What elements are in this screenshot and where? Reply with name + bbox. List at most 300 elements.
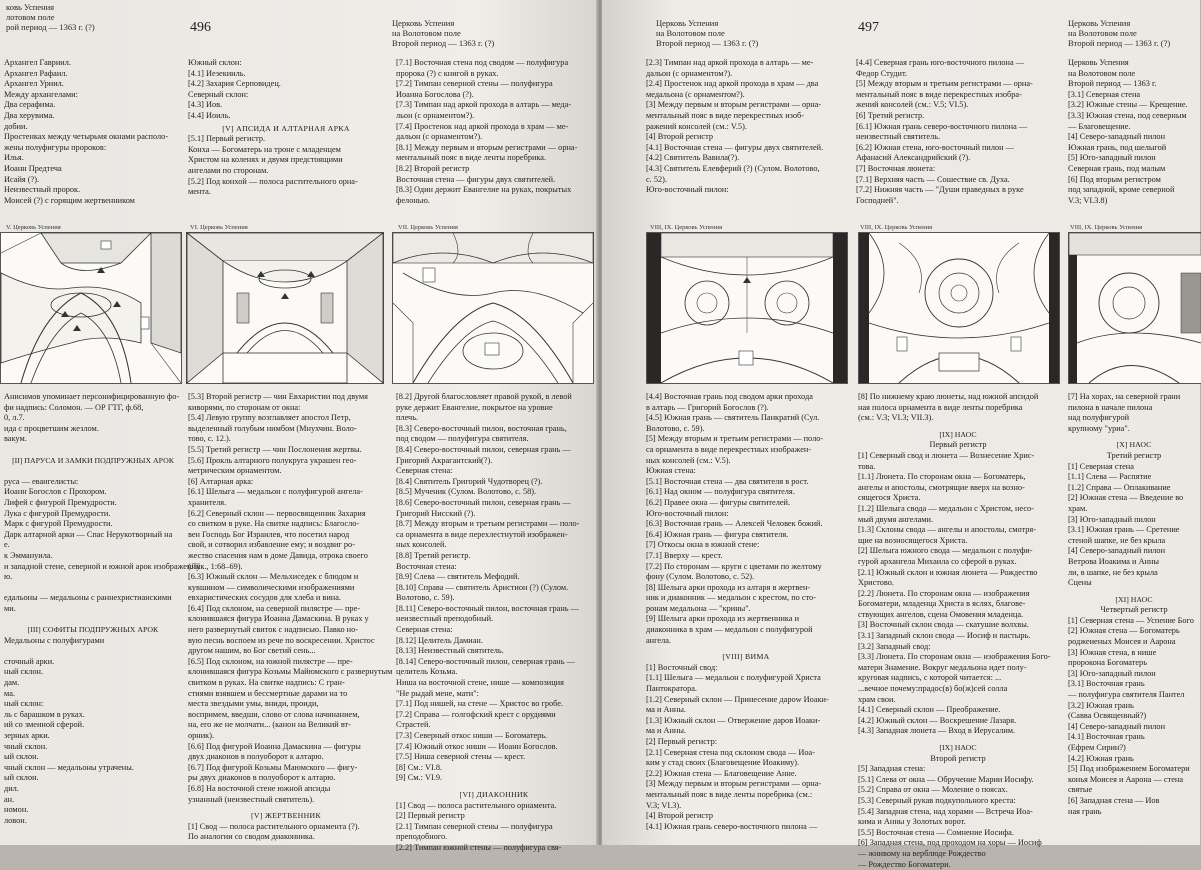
text-line: [4] Северо-западный пилон [1068,132,1166,142]
text-line: [6] Западная стена — Иов [1068,795,1160,805]
text-line: [3.2] Южная грань [1068,700,1134,710]
text-line: [8] Шелыга арки прохода из алтаря в жертвен- [646,582,811,592]
text-line: [5.3] Северный рукав подкупольного креста: [858,795,1016,805]
text-line: [2.3] Тимпан над аркой прохода в алтарь — ме- [646,58,814,67]
text-line: [8.1] Между первым и вторым регистрами — орна- [396,142,578,152]
text-line: [4.1] Южная грань северо-восточного пилона — [646,821,818,831]
text-line: [4.1] Восточная стена — фигуры двух святителей. [646,142,824,152]
text-line: орник). [188,731,215,740]
diagram-v-svg [1,233,181,383]
text-line: [7.3] Северный откос ниши — Богоматерь. [396,731,548,740]
text-line: места звездыми умы, вниди, проиди, [188,699,319,709]
column-1-upper-right [646,58,842,223]
text-line: стиями взявшем и бессмертные дарами на то [188,688,348,698]
text-line: Между архангелами: [4,89,78,99]
text-line: [4.3] Иов. [188,100,223,110]
text-line: [1.2] Северный склон — Принесение дароw Иоаки- [646,694,829,704]
text-line: [3.1] Южная грань — Сретение [1068,525,1180,535]
text-line: [6] Под вторым регистром [1068,174,1161,184]
text-line: [5] Между вторым и третьим регистрами — поло- [646,434,824,444]
text-line: Юго-восточный пилон: [646,508,729,518]
text-line: жений консолей (см.: V.5; VI.5). [856,100,969,110]
text-line: пророкона Богоматерь [1068,658,1147,668]
text-line: Южная грань, под шелыгой [1068,142,1167,152]
diagram-ix-svg [859,233,1059,383]
text-line: Иоанн Богослов с Прохором. [4,487,107,497]
text-line: ый склон. [4,773,39,783]
text-line: [4.1] Северный склон — Преображение. [858,705,1001,715]
text-line: Простенках между четырьмя окнами располо- [4,132,169,142]
text-line: [6.3] Южный склон — Мельхиседек с блюдом и [188,572,359,582]
text-line: фелонью. [396,195,430,205]
text-line: [7] На хорах, на северной грани [1068,392,1181,401]
text-line: ный склон: [4,699,44,709]
text-line: матери Знамение. Вокруг медальона идет полу- [858,662,1027,672]
text-line: ных консолей (см.: V.5). [646,455,731,465]
text-line: ры двух диаконов в полуоборот к алтарю. [188,773,336,783]
text-line: — Благовещение. [1068,121,1131,131]
text-line: Богоматери, младенца Христа в яслях, благове- [858,599,1026,609]
text-line: ким у стад своих (Благовещение Иоакиму). [646,758,800,768]
text-line: [8] См.: VI.8. [396,762,443,772]
text-line: ангела. [646,635,671,645]
text-line: [3.3] Южная стена, под северным [1068,110,1187,120]
text-line: [3] Юго-западный пилон [1068,668,1156,678]
text-line: стеной шапке, не без крыла [1068,535,1166,545]
text-line: ма. [4,688,15,698]
text-line: [8.2] Другой благословляет правой рукой, в левой [396,392,572,401]
text-line: [2] Первый регистр: [646,737,718,746]
text-line: [7.2] По сторонам — круги с цветами по желтому [646,561,822,571]
text-line: [3] Между первым и вторым регистрами — орна- [646,100,822,110]
text-line: руке держит Евангелие, покрытое на уровне [396,402,553,412]
section-subheading-register-1: Первый регистр [929,440,987,450]
text-line: [5] Западная стена: [858,764,926,774]
text-line: ствующих ангелов, сцена Омовения младенца. [858,609,1024,619]
text-line: едальоны — медальоны с раннехристианскими [4,593,172,603]
text-line: Церковь Успения [1068,58,1129,67]
text-line: [5.1] Слева от окна — Обручение Марии Иосифу. [858,774,1034,784]
text-line: с. 52). [646,174,667,184]
text-line: [1.1] Шелыга — медальон с полуфигурой Христа [646,673,821,683]
text-line: Северная стена: [396,625,453,635]
text-line: [4] Северо-западный пилон [1068,721,1166,731]
text-line: преподобного. [396,832,448,842]
text-line: [7.2] Справа — голгофский крест с орудиями [396,709,556,719]
text-line: [4.2] Святитель Вавила(?). [646,153,740,163]
text-line: номон. [4,805,29,815]
text-line: тово, с. 12.). [188,434,231,444]
column-2-upper [188,58,384,223]
text-line: [8.14] Северо-восточный пилон, северная грань — [396,656,575,666]
running-head-left: ковь Успения лотовом поле рой период — 1363 г. (?) [6,2,95,32]
section-heading-naos-2: [IX] НАОС [939,743,977,752]
text-line: Афанасий Александрийский (?). [856,153,971,163]
text-line: под западной, кроме северной [1068,185,1175,195]
text-line: [III] СОФИТЫ ПОДПРУЖНЫХ АРОК [27,625,159,635]
text-line: щие на возносящегося Христа. [858,535,968,545]
text-line: ментальный пояс в виде ленты поребрика. [396,153,547,163]
text-line [4,614,182,625]
text-line: мый двумя ангелами. [858,514,934,524]
text-line: това. [858,461,876,471]
text-line: [8.3] Один держит Евангелие на руках, покрытых [396,185,572,195]
text-line: Южный склон: [188,58,242,67]
text-line: [4.2] Захария Серповидец. [188,79,281,89]
text-line: [6] Западная стена, под проходом на хоры — Иосиф [858,838,1042,848]
text-line: плечь. [396,413,419,423]
text-line: чный склон. [4,741,48,751]
text-line: По аналогии со сводом диаконника. [188,832,315,842]
section-subheading-register-3: Третий регистр [1106,450,1162,460]
text-line: ...вечное почему:прадос(в) бо(ж)сей солла [858,684,1008,694]
text-line: [8.10] Справа — святитель Аристион (?) (Сулом. [396,582,569,592]
text-line: ражений консолей (см.: V.5). [646,121,747,131]
text-line: 0, л.7. [4,413,25,423]
text-line: Конха — Богоматерь на троне с младенцем [188,144,341,154]
text-line: целитель Козьма. [396,667,458,677]
running-head-right-2: Церковь Успения на Волотовом поле Второй период — 1363 г. (?) [1068,18,1171,48]
text-line: клонившаяся фигура Козьмы Майюмского с развернутым [188,667,393,677]
text-line: Иоанн Предтеча [4,163,62,173]
text-line: [4.4] Северная грань юго-восточного пилона — [856,58,1025,67]
text-line: дальон (с орнаментом?). [646,68,733,78]
text-line: Юго-восточный пилон: [646,185,729,195]
column-2-lower-right [858,392,1058,869]
text-line: храм свои. [858,694,896,704]
text-line: [6.4] Под склоном, на северной пилястре — пре- [188,603,361,613]
text-line: [2] Южная стена — Богоматерь [1068,626,1180,636]
text-line: [6.2] Северный склон — первосвященник Захария [188,508,366,518]
text-line: [3.3] Люнета. По сторонам окна — изображения Бого- [858,652,1051,662]
right-page [602,0,1200,869]
text-line: — жнивому на верблюде Рождество [858,848,986,858]
text-line: свой, и сотворил избавление ему; и воздвиг ро- [188,540,355,550]
text-line: в алтарь — Григорий Богослов (?). [646,402,769,412]
text-line: [4] Северо-западный пилон [1068,546,1166,556]
text-line: вен Господь Бог Израилев, что посетил народ [188,529,350,539]
text-line: [5.1] Первый регистр. [188,134,266,144]
text-line: Лука с фигурой Премудрости. [4,508,111,518]
text-line: него развернутый свиток с надписью. Павко но- [188,625,359,635]
text-line: [1] Северный свод и люнета — Вознесение Хрис- [858,450,1035,460]
text-line: Медальоны с полуфигурами [4,635,105,645]
text-line: са орнамента в виде перекрестных изображен- [646,444,812,454]
text-line: неизвестный преподобный. [396,614,494,624]
text-line: ная грань [1068,806,1102,816]
text-line: Христово. [858,578,895,588]
text-line [4,445,182,456]
text-line: [4] Второй регистр [646,811,713,821]
text-line: [8.13] Неизвестный святитель. [396,646,504,656]
text-line: Лифей с фигурой Премудрости. [4,497,117,507]
text-line: (Лук., 1:68–69). [188,561,243,571]
text-line: [8.3] Северо-восточный пилон, восточная грань, [396,423,567,433]
text-line: фону (Сулом. Волотово, с. 52). [646,572,755,582]
text-line: [8.4] Северо-восточный пилон, северная грань — [396,444,571,454]
section-heading-apse: [V] АПСИДА И АЛТАРНАЯ АРКА [222,123,350,133]
text-line: Северная стена: [396,466,453,476]
text-line: V.3; VI.3.8) [1068,195,1108,205]
text-line: [7.4] Простенок над аркой прохода в храм — ме- [396,121,569,131]
text-line: [6.1] Над окном — полуфигура святителя. [646,487,795,497]
text-line: Илья. [4,153,24,163]
text-line: [5.5] Восточная стена — Сомнение Иосифа. [858,827,1014,837]
text-line: ли, в шапке, не без крыла [1068,567,1158,577]
text-line: [5.2] Справа от окна — Моление о поясах. [858,785,1008,795]
text-line: пророка (?) с книгой в руках. [396,68,499,78]
text-line: [3.2] Южные стены — Крещение. [1068,100,1188,110]
text-line: ида с процветшим жезлом. [4,423,99,433]
text-line: [6] Третий регистр. [856,110,925,120]
text-line: свитком в руках. На свитке надпись: С гран- [188,678,345,688]
text-line: [9] Шелыга арки прохода из жертвенника и [646,614,800,624]
text-line: пилона в начале пилона [1068,402,1153,412]
running-head-right: Церковь Успения на Волотовом поле Второй период — 1363 г. (?) [656,18,759,48]
text-line: [6.6] Под фигурой Иоанна Дамаскина — фигуры [188,741,361,751]
text-line: на Волотовом поле [1068,68,1136,78]
column-2-lower [188,392,393,842]
column-3-lower-right [1068,392,1200,842]
text-line: [1] Свод — полоса растительного орнамента (?). [188,821,360,831]
section-heading-diaconicon: [VI] ДИАКОННИК [459,789,529,799]
text-line: [4.2] Южный склон — Воскрешение Лазаря. [858,715,1017,725]
text-line: ан. [4,794,15,804]
text-line: Христом на коленях и двумя предстоящими [188,155,343,165]
vault-diagram-vi [186,232,384,384]
column-1-lower [4,392,201,842]
vault-diagram-viii [646,232,848,384]
text-line: Второй период — 1363 г. [1068,79,1157,89]
text-line: Страстей. [396,720,431,730]
text-line: [2.2] Люнета. По сторонам окна — изображения [858,588,1030,598]
diagram-viii-svg [647,233,847,383]
text-line: Волотово, с. 59). [646,423,705,433]
text-line: фи надпись: Соломон. — ОР ГТГ, ф.68, [4,402,144,412]
text-line: Сцены [1068,578,1092,588]
text-line [4,466,182,477]
text-line: [3.2] Западный свод: [858,641,931,651]
text-line: Архангел Уриил. [4,79,64,89]
text-line: [6.7] Под фигурой Козьмы Маюмского — фигу- [188,762,358,772]
text-line: другом нашим, во Бог светий сень... [188,646,316,656]
text-line: круговая надпись, с которой читается: ... [858,673,1002,683]
text-line: со свитком в руке. На свитке надпись: Благосло- [188,519,360,529]
text-line: ментальный пояс в виде ленты поребрика (см.: [646,789,813,799]
text-line: [1] Северная стена — Успение Бого [1068,615,1194,625]
text-line: метрическим орнаментом. [188,466,282,476]
text-line: [1] Северная стена [1068,461,1134,471]
text-line: Восточная стена — фигуры двух святителей. [396,174,556,184]
text-line: [6.3] Восточная грань — Алексей Человек божий. [646,519,823,529]
text-line: Моисей (?) с горящим жертвенником [4,195,135,205]
text-line: (Ефрем Сирин?) [1068,743,1126,752]
text-line: [6.1] Южная грань северо-восточного пилона — [856,121,1028,131]
page-number-right: 497 [858,20,879,35]
text-line: [5.2] Под конхой — полоса растительного орна- [188,176,358,186]
diagram-vii-svg [393,233,593,383]
text-line: [2.1] Южный склон и южная люнета — Рождество [858,567,1038,577]
text-line: двух диаконов в полуоборот к алтарю. [188,752,324,762]
section-heading-bema: [VIII] ВИМА [722,652,770,662]
figure-caption-5: VIII, IX. Церковь Успения [860,224,933,231]
text-line: [2.2] Южная стена — Благовещение Анне. [646,768,797,778]
text-line: [1.1] Люнета. По сторонам окна — Богоматерь, [858,472,1026,482]
section-heading-naos-4: [XI] НАОС [1115,594,1153,604]
page-number-left: 496 [190,20,211,35]
text-line: ль с барашком в руках. [4,709,85,719]
text-line: [4.5] Южная грань — святитель Панкратий (Сул. [646,413,820,423]
text-line: Господней". [856,195,899,205]
text-line: [8.6] Северо-восточный пилон, северная грань — [396,497,571,507]
text-line: [5.5] Третий регистр — чин Послонения жертвы. [188,444,362,454]
text-line: Марк с фигурой Премудрости. [4,519,113,529]
section-subheading-register-4: Четвертый регистр [1100,605,1168,615]
text-line: ронам медальона — "крины". [646,603,751,613]
left-page [0,0,598,852]
text-line: [7.2] Тимпан северной стены — полуфигура [396,79,553,89]
text-line: [2.1] Северная стена под склоном свода — Иоа- [646,747,815,757]
column-1-lower-right [646,392,846,842]
text-line: [2] Первый регистр [396,811,465,821]
text-line: [2.2] Тимпан южной стены — полуфигура свя- [396,842,562,852]
text-line: [5] Под изображением Богоматери [1068,764,1190,774]
text-line: неизвестный святитель. [856,132,941,142]
text-line: на, его же не молчати... (канон на Великий вт- [188,720,351,730]
text-line: [3] Восточный склон свода — скатушие волхвы. [858,620,1029,630]
text-line: [6.8] На восточной стене южной апсиды [188,783,331,793]
text-line: Два серафима. [4,100,56,110]
text-line: [7.3] Тимпан над аркой прохода в алтарь — меда- [396,100,572,110]
text-line: ментальный пояс в виде перекрестных изобра- [856,89,1022,99]
text-line: [5.4] Западная стена, над хорами — Встреча Иоа- [858,806,1033,816]
text-line: конья Моисея и Аарона — стена [1068,774,1184,784]
figure-caption-1: V. Церковь Успения [6,224,61,231]
text-line: вую песнь воспоем из рече по воскресении. Христос [188,635,375,645]
section-heading-prothesis: [V] ЖЕРТВЕННИК [251,811,321,821]
text-line: [4.1] Иезекииль. [188,68,246,78]
figure-caption-6: VIII, IX. Церковь Успения [1070,224,1143,231]
column-3-lower [396,392,592,852]
text-line: [6.4] Южная грань — фигура святителя. [646,529,789,539]
text-line: [8.2] Второй регистр [396,163,470,173]
text-line: [8.4] Святитель Григорий Чудотворец (?). [396,476,543,486]
text-line: Иоанна Богослова (?). [396,89,474,99]
section-subheading-register-2: Второй регистр [930,753,986,763]
text-line: чный склон — медальоны утрачены. [4,762,134,772]
text-line: [8.8] Третий регистр. [396,550,471,560]
text-line: к Эммануила. [4,550,53,560]
text-line: [3.1] Западный склон свода — Иосиф и пастырь. [858,631,1031,641]
text-line: Ниша на восточной стене, нише — композиция [396,678,564,688]
text-line: Дарк алтарной арки — Спас Нерукотворный на [4,529,173,539]
text-line: [8.5] Мученик (Сулом. Волотово, с. 58). [396,487,537,497]
text-line: Восточная стена: [396,561,457,571]
text-line: ментальный пояс в виде перекрестных изоб- [646,110,805,120]
text-line: Архангел Рафаил. [4,68,68,78]
text-line: дам. [4,678,20,688]
text-line: [5.3] Второй регистр — чин Евхаристии под двумя [188,392,368,401]
section-heading-naos-3: [X] НАОС [1116,440,1152,450]
text-line: ный склон. [4,667,44,677]
text-line: русa — евангелисты: [4,476,79,486]
text-line: [3] Между первым и вторым регистрами — орна- [646,779,822,789]
text-line: над полуфигурой [1068,413,1130,423]
text-line: [6] Алтарная арка: [188,476,254,486]
text-line: ангелы и апостолы, смотрящие вверх на возно- [858,482,1025,492]
text-line: Архангел Гавриил. [4,58,71,67]
text-line: [3] Юго-западный пилон [1068,514,1156,524]
text-line: ник и диаконник — медальон с крестом, по сто- [646,593,816,603]
text-line: [2] Южная стена — Введение во [1068,493,1184,503]
text-line: [7.4] Южный откос ниши — Иоанн Богослов. [396,741,558,751]
text-line: зерных арки. [4,731,50,740]
text-line: [1.3] Южный склон — Отвержение даров Иоаки- [646,715,821,725]
text-line: под сводом — полуфигура святителя. [396,434,529,444]
text-line: воспримем, введши, слово от слова начинанием, [188,709,360,719]
text-line: вакум. [4,434,27,444]
text-line: (см.: V.3; VI.3; VII.3). [858,413,934,423]
text-line: узнанный (неизвестный святитель). [188,794,315,804]
text-line: [2.1] Тимпан северной стены — полуфигура [396,821,553,831]
text-line: [7.2] Нижняя часть — "Души праведных в руке [856,185,1024,195]
text-line: жество спасения нам в доме Давида, отрока своего [188,550,368,560]
vault-diagram-x [1068,232,1201,384]
text-line: [3.1] Восточная грань [1068,679,1145,689]
text-line: — Рождество Богоматери. [858,859,951,869]
text-line: Ветрова Иоакима и Анны [1068,556,1160,566]
text-line: [5.1] Восточная стена — два святителя в рост. [646,476,809,486]
diagram-x-svg [1069,233,1201,383]
text-line: киворями, по сторонам от окна: [188,402,301,412]
text-line: [8.9] Слева — святитель Мефодий. [396,572,520,582]
text-line: Два херувима. [4,110,55,120]
text-line: [7] Откосы окна в южной стене: [646,540,760,550]
column-3-upper [396,58,592,223]
text-line: [1.2] Шелыга свода — медальон с Христом, несо- [858,503,1034,513]
text-line: — полуфигура святителя Пантел [1068,690,1185,700]
text-line: святые [1068,785,1093,795]
text-line: клонившаяся фигура Иоанна Дамаскина. В руках у [188,614,369,624]
column-3-upper-right [1068,58,1200,223]
text-line: (Савва Освященный?) [1068,711,1147,721]
text-line: [8.7] Между вторым и третьим регистрами — поло- [396,519,580,529]
text-line: Южная стена: [646,466,696,476]
text-line: [5.4] Левую группу возглавляет апостол Петр, [188,413,351,423]
text-line: Северный склон: [188,89,249,99]
text-line: сточный арки. [4,656,55,666]
text-line: Григорий Нисский (?). [396,508,476,518]
text-line: "Не рыдай мене, мати": [396,688,479,698]
text-line: [4.1] Восточная грань [1068,732,1145,742]
text-line: [5] Между вторым и третьим регистрами — орна- [856,79,1033,89]
text-line: Анисимов упоминает персонифицированную фо- [4,392,180,401]
vault-diagram-v [0,232,182,384]
text-line: [4] Второй регистр [646,132,713,142]
text-line: [II] ПАРУСА И ЗАМКИ ПОДПРУЖНЫХ АРОК [12,455,174,465]
text-line: [7.5] Ниша северной стены — крест. [396,752,526,762]
text-line: ма и Анны. [646,726,686,736]
vault-diagram-ix [858,232,1060,384]
text-line: [7.1] Верхняя часть — Сошествие св. Духа. [856,174,1010,184]
text-line: евхаристических сосудов для хлеба и вина. [188,593,341,603]
text-line: [6.5] Под склоном, на южной пилястре — пре- [188,656,353,666]
text-line: ангелами по сторонам. [188,165,269,175]
text-line: [5] Юго-западный пилон [1068,153,1156,163]
text-line: дил. [4,783,19,793]
text-line: [6.2] Южная стена, юго-восточный пилон — [856,142,1014,152]
text-line: Григорий Акрагантский(?). [396,455,493,465]
